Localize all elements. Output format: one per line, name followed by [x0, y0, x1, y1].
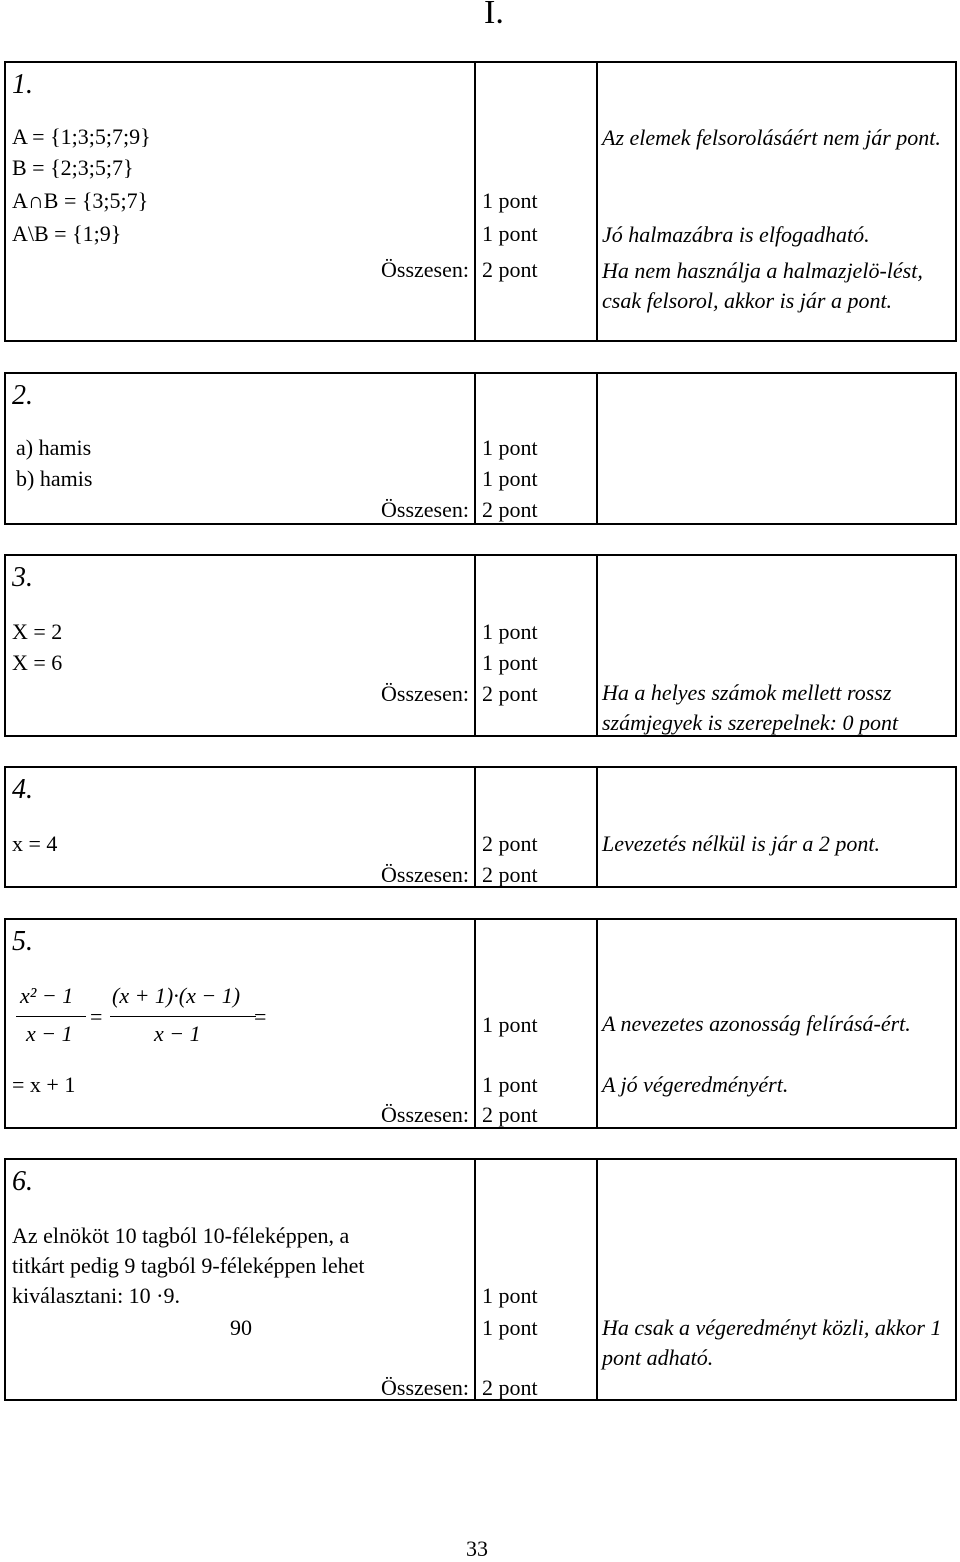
grading-note: A jó végeredményért.	[602, 1072, 789, 1097]
score: 1 pont	[482, 466, 538, 491]
column-divider	[474, 768, 476, 886]
fraction-bar	[110, 1016, 256, 1017]
column-divider	[474, 556, 476, 735]
problem-number: 1.	[12, 69, 33, 100]
total-score: 2 pont	[482, 681, 538, 706]
explanation-line: titkárt pedig 9 tagból 9-féleképpen lehet	[12, 1253, 365, 1278]
fraction-1-denominator: x − 1	[26, 1021, 73, 1046]
fraction-1	[16, 980, 86, 1052]
total-label: Összesen:	[381, 681, 469, 706]
problem-2-box	[4, 372, 957, 525]
grading-note: Ha csak a végeredményt közli, akkor 1 pont adható.	[602, 1315, 942, 1370]
total-label: Összesen:	[381, 1102, 469, 1127]
fraction-2-numerator: (x + 1)·(x − 1)	[112, 983, 241, 1008]
set-b: B = {2;3;5;7}	[12, 155, 134, 180]
fraction-bar	[16, 1016, 86, 1017]
grading-note: Ha nem használja a halmazjelö-lést, csak felsorol, akkor is jár a pont.	[602, 258, 923, 313]
score: 1 pont	[482, 1012, 538, 1037]
solution-1: X = 2	[12, 619, 63, 644]
column-divider	[474, 1160, 476, 1399]
total-label: Összesen:	[381, 497, 469, 522]
column-divider	[596, 63, 598, 340]
problem-number: 4.	[12, 774, 33, 805]
answer-b: b) hamis	[16, 466, 93, 491]
explanation-line: Az elnököt 10 tagból 10-féleképpen, a	[12, 1223, 350, 1248]
score: 1 pont	[482, 188, 538, 213]
column-divider	[596, 768, 598, 886]
score: 1 pont	[482, 1283, 538, 1308]
solution: x = 4	[12, 831, 58, 856]
total-score: 2 pont	[482, 1102, 538, 1127]
intersection: A∩B = {3;5;7}	[12, 188, 149, 213]
fraction-2	[110, 980, 256, 1052]
explanation-line: kiválasztani: 10 ·9.	[12, 1283, 181, 1308]
grading-note: Az elemek felsorolásáért nem jár pont.	[602, 125, 941, 150]
problem-number: 2.	[12, 380, 33, 411]
problem-1-box	[4, 61, 957, 342]
total-label: Összesen:	[381, 1375, 469, 1400]
score: 1 pont	[482, 619, 538, 644]
total-score: 2 pont	[482, 862, 538, 887]
score: 1 pont	[482, 1315, 538, 1340]
solution-2: X = 6	[12, 650, 63, 675]
problem-5-box	[4, 918, 957, 1129]
result-value: 90	[230, 1315, 252, 1340]
total-label: Összesen:	[381, 862, 469, 887]
answer-a: a) hamis	[16, 435, 92, 460]
column-divider	[474, 374, 476, 523]
total-score: 2 pont	[482, 497, 538, 522]
total-score: 2 pont	[482, 1375, 538, 1400]
score: 1 pont	[482, 435, 538, 460]
set-a: A = {1;3;5;7;9}	[12, 124, 151, 149]
fraction-1-numerator: x² − 1	[20, 983, 74, 1008]
total-score: 2 pont	[482, 257, 538, 282]
section-header-mark: I.	[484, 0, 504, 31]
column-divider	[596, 374, 598, 523]
problem-6-box	[4, 1158, 957, 1401]
fraction-2-denominator: x − 1	[154, 1021, 201, 1046]
column-divider	[596, 1160, 598, 1399]
column-divider	[474, 920, 476, 1127]
score: 2 pont	[482, 831, 538, 856]
equals-sign: =	[90, 1004, 103, 1029]
grading-note: A nevezetes azonosság felírásá-ért.	[602, 1011, 911, 1036]
column-divider	[474, 63, 476, 340]
grading-note: Levezetés nélkül is jár a 2 pont.	[602, 831, 881, 856]
score: 1 pont	[482, 1072, 538, 1097]
equals-sign: =	[254, 1004, 267, 1029]
page-number: 33	[466, 1536, 488, 1561]
problem-number: 6.	[12, 1166, 33, 1197]
score: 1 pont	[482, 650, 538, 675]
problem-4-box	[4, 766, 957, 888]
column-divider	[596, 556, 598, 735]
score: 1 pont	[482, 221, 538, 246]
difference: A\B = {1;9}	[12, 221, 122, 246]
simplified-result: = x + 1	[12, 1072, 76, 1097]
problem-3-box	[4, 554, 957, 737]
problem-number: 3.	[12, 562, 33, 593]
grading-note: Ha a helyes számok mellett rossz számjegyek is szerepelnek: 0 pont	[602, 680, 899, 735]
column-divider	[596, 920, 598, 1127]
total-label: Összesen:	[381, 257, 469, 282]
grading-note: Jó halmazábra is elfogadható.	[602, 222, 870, 247]
problem-number: 5.	[12, 926, 33, 957]
